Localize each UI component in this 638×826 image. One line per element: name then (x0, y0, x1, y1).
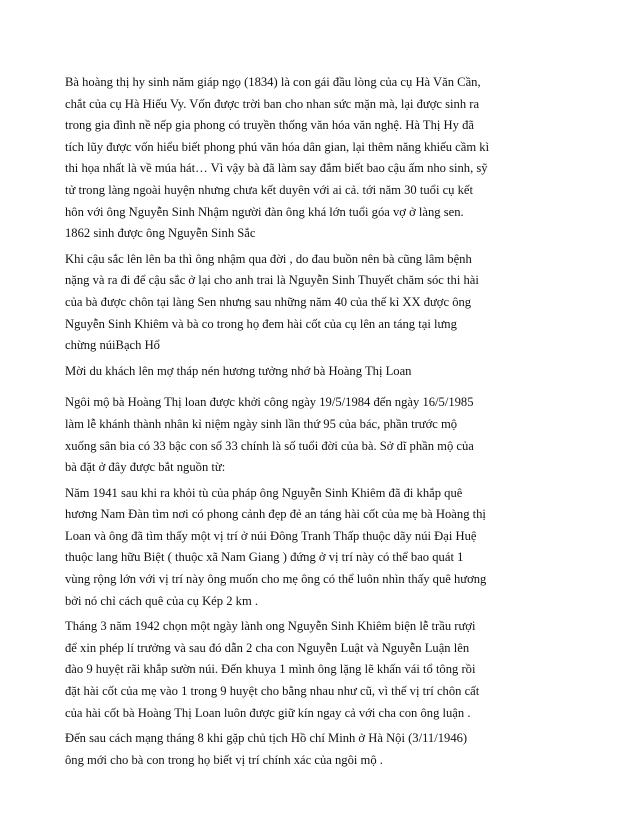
paragraph-invitation: Mời du khách lên mợ tháp nén hương tưởng nhớ bà Hoàng Thị Loan (65, 363, 412, 378)
paragraph-biography: Bà hoàng thị hy sinh năm giáp ngọ (1834) là con gái đầu lòng của cụ Hà Văn Cần, chắt của cụ Hà Hiếu Vy. Vốn được trời ban cho nhan sức mặn mà, lại được sinh ra trong gia đình nề nếp gia phong có truyền thống văn hóa văn nghệ. Hà Thị Hy đã tích lũy được vốn hiểu biết phong phú văn hóa dân gian, lại thêm năng khiếu cầm kì thi họa nhất là về múa hát… Vì vậy bà đã làm say đắm biết bao cậu ấm nho sinh, sỹ tử trong làng ngoài huyện nhưng chưa kết duyên với ai cả. tới năm 30 tuổi cụ kết hôn với ông Nguyễn Sinh Nhậm người đàn ông khá lớn tuổi góa vợ ở làng sen. 1862 sinh được ông Nguyễn Sinh Sắc (65, 75, 490, 241)
paragraph-death-and-burial: Khi cậu sắc lên lên ba thì ông nhậm qua đời , do đau buồn nên bà cũng lâm bệnh nặng và ra đi để cậu sắc ở lại cho anh trai là Nguyễn Sinh Thuyết chăm sóc thi hài của bà được chôn tại làng Sen nhưng sau những năm 40 của thế kỉ XX được ông Nguyễn Sinh Khiêm và bà co trong họ đem hài cốt của cụ lên an táng tại lưng chừng núiBạch Hổ (65, 251, 479, 353)
paragraph-tomb-construction: Ngôi mộ bà Hoàng Thị loan được khởi công ngày 19/5/1984 đến ngày 16/5/1985 làm lễ khánh thành nhân kỉ niệm ngày sinh lần thứ 95 của bác, phần trước mộ xuống sân bia có 33 bậc con số 33 chính là số tuổi đời của bà. Sở dĩ phần mộ của bà đặt ở đây được bắt nguồn từ: (65, 395, 474, 475)
paragraph-revelation-1946: Đến sau cách mạng tháng 8 khi gặp chủ tịch Hồ chí Minh ở Hà Nội (3/11/1946) ông mới cho bà con trong họ biết vị trí chính xác của ngôi mộ . (65, 731, 468, 767)
document-body (65, 72, 575, 775)
paragraph-site-selection: Năm 1941 sau khi ra khỏi tù của pháp ông Nguyễn Sinh Khiêm đã đi khắp quê hương Nam Đàn tìm nơi có phong cảnh đẹp đẻ an táng hài cốt của mẹ bà Hoàng thị Loan và ông đã tìm thấy một vị trí ở núi Đông Tranh Thấp thuộc dãy núi Đại Huệ thuộc lang hữu Biệt ( thuộc xã Nam Giang ) đứng ở vị trí này có thể bao quát 1 vùng rộng lớn với vị trí này ông muốn cho mẹ ông có thể luôn nhìn thấy quê hương bởi nó chỉ cách quê của cụ Kép 2 km . (65, 485, 487, 608)
paragraph-reburial-1942: Tháng 3 năm 1942 chọn một ngày lành ong Nguyễn Sinh Khiêm biện lễ trầu rượi để xin phép lí trưởng và sau đó dẫn 2 cha con Nguyễn Luật và Nguyễn Luận lên đào 9 huyệt rãi khắp sườn núi. Đến khuya 1 mình ông lặng lẽ khấn vái tổ tông rồi đặt hài cốt của mẹ vào 1 trong 9 huyệt cho bằng nhau như cũ, vì thế vị trí chôn cất của hài cốt bà Hoàng Thị Loan luôn được giữ kín ngay cả với cha con ông luận . (65, 619, 480, 720)
